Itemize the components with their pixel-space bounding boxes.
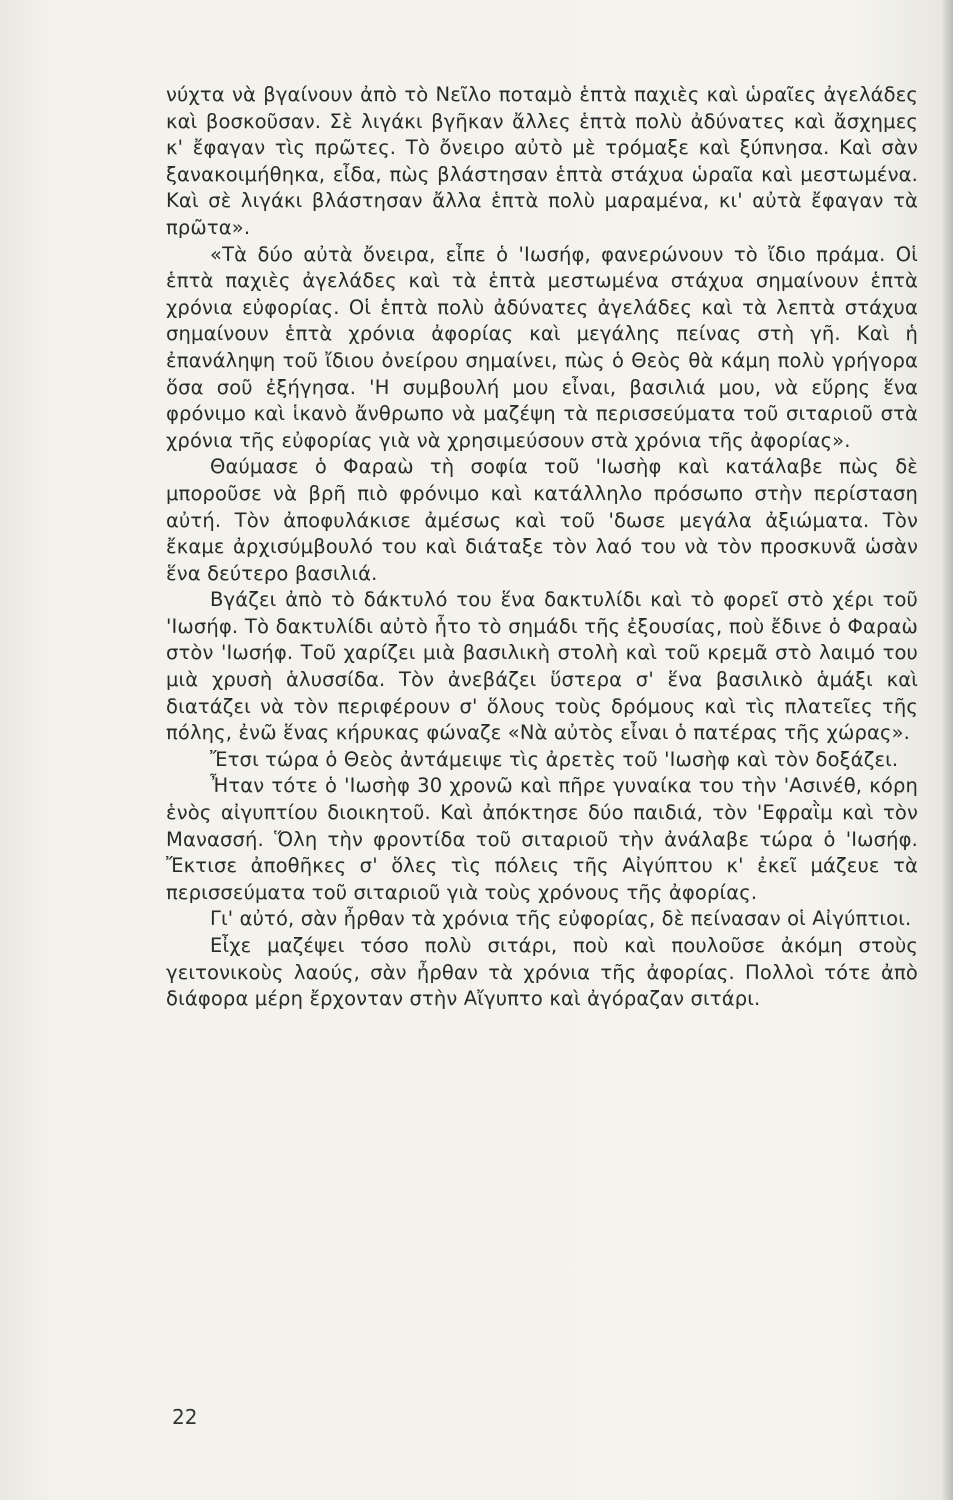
paragraph-5: Ἔτσι τώρα ὁ Θεὸς ἀντάμειψε τὶς ἀρετὲς τοῦ 'Ιωσὴφ καὶ τὸν δοξάζει. (210, 747, 899, 771)
paragraph-8: Εἶχε μαζέψει τόσο πολὺ σιτάρι, ποὺ καὶ πουλοῦσε ἀκόμη στοὺς γειτονικοὺς λαούς, σὰν ἦρθαν τὰ χρόνια τῆς ἀφορίας. Πολλοὶ τότε ἀπὸ διάφορα μέρη ἔρχονταν στὴν Αἴγυπτο καὶ ἀγόραζαν σιτάρι. (166, 934, 918, 1011)
page-number: 22 (172, 1405, 198, 1429)
paragraph-3: Θαύμασε ὁ Φαραὼ τὴ σοφία τοῦ 'Ιωσὴφ καὶ κατάλαβε πὼς δὲ μποροῦσε νὰ βρῆ πιὸ φρόνιμο καὶ κατάλληλο πρόσωπο στὴν περίσταση αὐτή. Τὸν ἀποφυλάκισε ἀμέσως καὶ τοῦ 'δωσε μεγάλα ἀξιώματα. Τὸν ἔκαμε ἀρχισύμβουλό του καὶ διάταξε τὸν λαό του νὰ τὸν προσκυνᾶ ὡσὰν ἕνα δεύτερο βασιλιά. (166, 455, 918, 585)
paragraph-7: Γι' αὐτό, σὰν ἦρθαν τὰ χρόνια τῆς εὐφορίας, δὲ πείνασαν οἱ Αἰγύπτιοι. (210, 907, 912, 931)
page-edge-shadow (941, 0, 953, 1500)
body-text (166, 82, 918, 1013)
paragraph-2: «Τὰ δύο αὐτὰ ὄνειρα, εἶπε ὁ 'Ιωσήφ, φανερώνουν τὸ ἴδιο πράμα. Οἱ ἑπτὰ παχιὲς ἀγελάδες καὶ τὰ ἑπτὰ μεστωμένα στάχυα σημαίνουν ἑπτὰ χρόνια εὐφορίας. Οἱ ἑπτὰ πολὺ ἀδύνατες ἀγελάδες καὶ τὰ λεπτὰ στάχυα σημαίνουν ἑπτὰ χρόνια ἀφορίας καὶ μεγάλης πείνας στὴ γῆ. Καὶ ἡ ἐπανάληψη τοῦ ἴδιου ὀνείρου σημαίνει, πὼς ὁ Θεὸς θὰ κάμη πολὺ γρήγορα ὅσα σοῦ ἐξήγησα. 'Η συμβουλή μου εἶναι, βασιλιά μου, νὰ εὕρης ἕνα φρόνιμο καὶ ἱκανὸ ἄνθρωπο νὰ μαζέψη τὰ περισσεύματα τοῦ σιταριοῦ στὰ χρόνια τῆς εὐφορίας γιὰ νὰ χρησιμεύσουν στὰ χρόνια τῆς ἀφορίας». (166, 242, 918, 452)
paragraph-4: Βγάζει ἀπὸ τὸ δάκτυλό του ἕνα δακτυλίδι καὶ τὸ φορεῖ στὸ χέρι τοῦ 'Ιωσήφ. Τὸ δακτυλίδι αὐτὸ ἦτο τὸ σημάδι τῆς ἐξουσίας, ποὺ ἔδινε ὁ Φαραὼ στὸν 'Ιωσήφ. Τοῦ χαρίζει μιὰ βασιλικὴ στολὴ καὶ τοῦ κρεμᾶ στὸ λαιμό του μιὰ χρυσὴ ἁλυσσίδα. Τὸν ἀνεβάζει ὕστερα σ' ἕνα βασιλικὸ ἁμάξι καὶ διατάζει νὰ τὸν περιφέρουν σ' ὅλους τοὺς δρόμους καὶ τὶς πλατεῖες τῆς πόλης, ἐνῶ ἕνας κήρυκας φώναζε «Νὰ αὐτὸς εἶναι ὁ πατέρας τῆς χώρας». (166, 588, 918, 745)
paragraph-6: Ἦταν τότε ὁ 'Ιωσὴφ 30 χρονῶ καὶ πῆρε γυναίκα του τὴν 'Ασινέθ, κόρη ἑνὸς αἰγυπτίου διοικητοῦ. Καὶ ἀπόκτησε δύο παιδιά, τὸν 'Εφραῒμ καὶ τὸν Μανασσή. Ὅλη τὴν φροντίδα τοῦ σιταριοῦ τὴν ἀνάλαβε τώρα ὁ 'Ιωσήφ. Ἔκτισε ἀποθῆκες σ' ὅλες τὶς πόλεις τῆς Αἰγύπτου κ' ἐκεῖ μάζευε τὰ περισσεύματα τοῦ σιταριοῦ γιὰ τοὺς χρόνους τῆς ἀφορίας. (166, 774, 918, 904)
paragraph-1: νύχτα νὰ βγαίνουν ἀπὸ τὸ Νεῖλο ποταμὸ ἑπτὰ παχιὲς καὶ ὡραῖες ἀγελάδες καὶ βοσκοῦσαν. Σὲ λιγάκι βγῆκαν ἄλλες ἑπτὰ πολὺ ἀδύνατες καὶ ἄσχημες κ' ἔφαγαν τὶς πρῶτες. Τὸ ὄνειρο αὐτὸ μὲ τρόμαξε καὶ ξύπνησα. Καὶ σὰν ξανακοιμήθηκα, εἶδα, πὼς βλάστησαν ἑπτὰ στάχυα ὡραῖα καὶ μεστωμένα. Καὶ σὲ λιγάκι βλάστησαν ἄλλα ἑπτὰ πολὺ μαραμένα, κι' αὐτὰ ἔφαγαν τὰ πρῶτα». (166, 83, 918, 239)
